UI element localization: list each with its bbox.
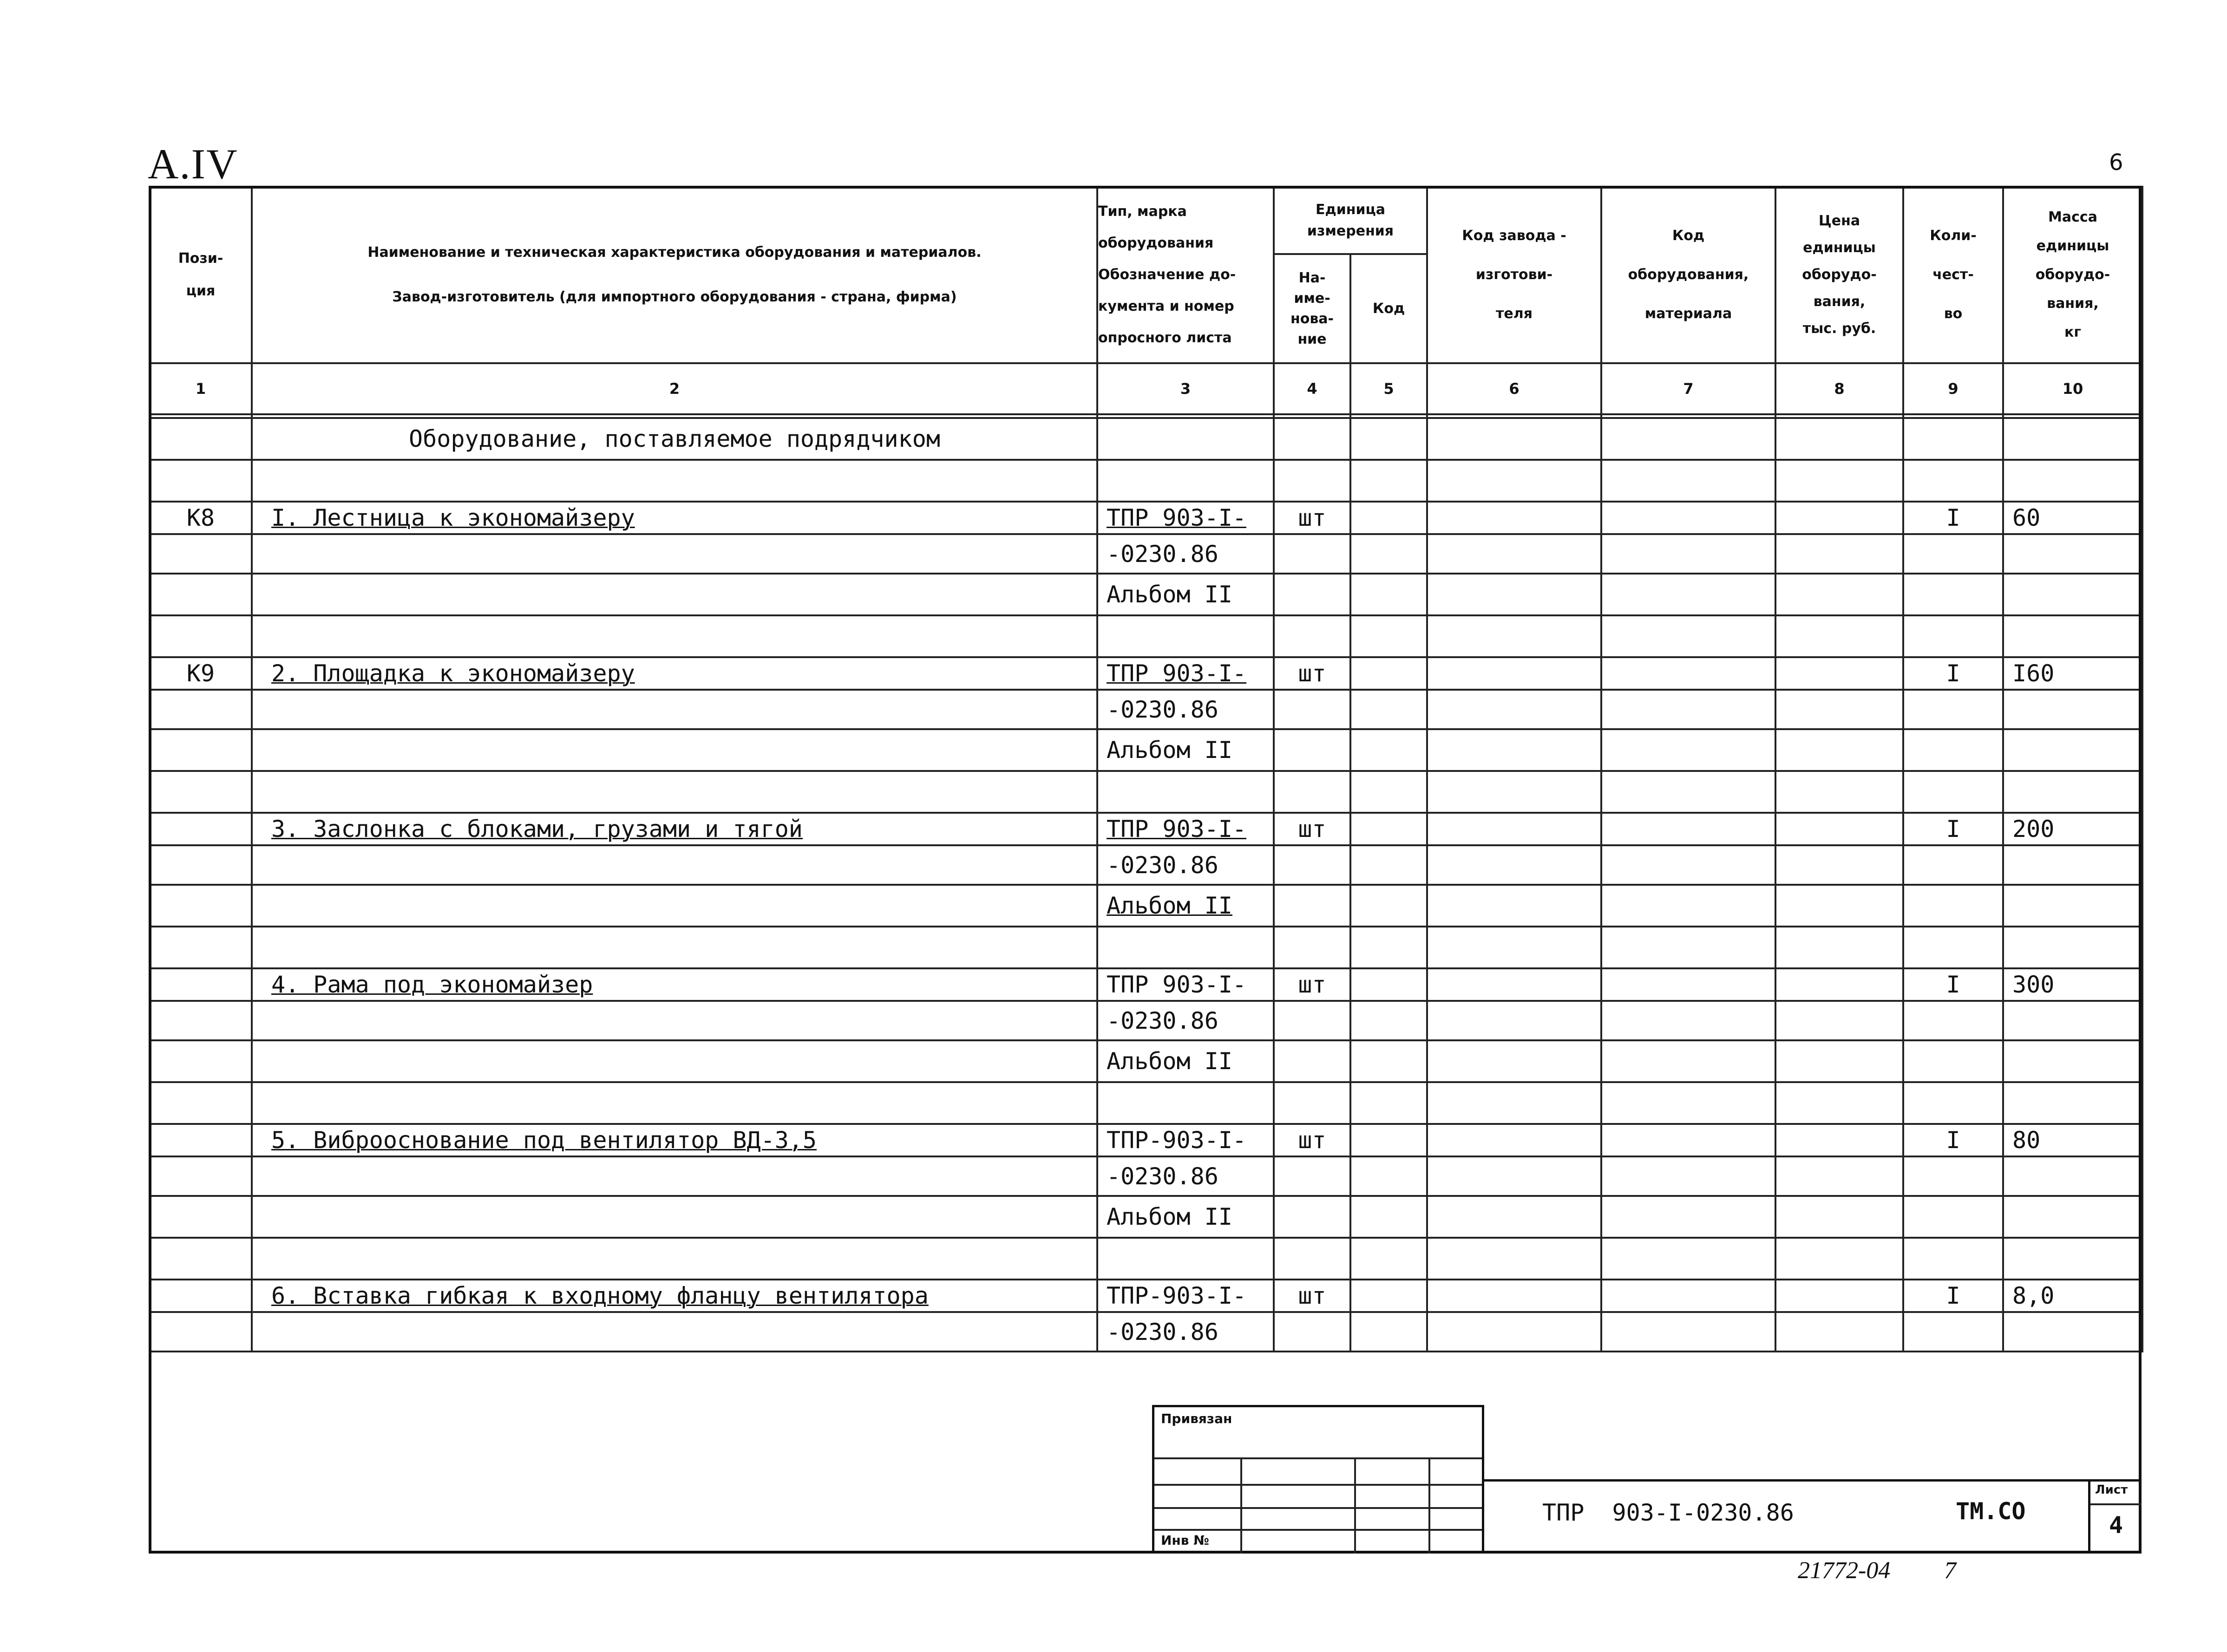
item-doc: ТПР 903-I-: [1097, 502, 1274, 534]
item-doc-number: -0230.86: [1097, 690, 1274, 729]
item-quantity: I: [1903, 1280, 2003, 1312]
item-album: Альбом II: [1097, 885, 1274, 927]
item-name: 5. Виброоснование под вентилятор ВД-3,5: [252, 1124, 1097, 1156]
inv-label: Инв №: [1161, 1533, 1209, 1548]
item-doc-number: -0230.86: [1097, 1156, 1274, 1196]
privyazan-divider: [1154, 1484, 1482, 1486]
item-album: Альбом II: [1097, 574, 1274, 615]
item-name: 6. Вставка гибкая к входному фланцу вентилятора: [252, 1280, 1097, 1312]
item-position: К9: [150, 657, 252, 690]
footer-page: 7: [1944, 1557, 1956, 1584]
privyazan-vline: [1428, 1457, 1430, 1554]
page-number: 6: [2109, 150, 2123, 176]
col-num: 1: [150, 363, 252, 414]
header-quantity: Коли- чест- во: [1903, 187, 2003, 363]
privyazan-divider: [1154, 1507, 1482, 1509]
col-num: 6: [1427, 363, 1601, 414]
item-doc-number: -0230.86: [1097, 1001, 1274, 1040]
col-num: 3: [1097, 363, 1274, 414]
item-doc: ТПР 903-I-: [1097, 657, 1274, 690]
item-album: Альбом II: [1097, 1040, 1274, 1082]
privyazan-vline: [1354, 1457, 1356, 1554]
privyazan-label: Привязан: [1161, 1411, 1232, 1426]
item-position: К8: [150, 502, 252, 534]
item-name: I. Лестница к экономайзеру: [252, 502, 1097, 534]
document-code: ТМ.СО: [1956, 1498, 2026, 1525]
privyazan-vline: [1240, 1457, 1242, 1554]
header-equipment-code: Код оборудования, материала: [1601, 187, 1775, 363]
archive-number: 21772-04: [1798, 1557, 1891, 1584]
header-unit-group: Единица измерения: [1274, 187, 1427, 254]
item-album: Альбом II: [1097, 1196, 1274, 1238]
item-unit: шт: [1274, 813, 1350, 845]
item-mass: 8,0: [2003, 1280, 2142, 1312]
item-quantity: I: [1903, 968, 2003, 1001]
sheet-label: Лист: [2095, 1483, 2128, 1497]
item-doc: ТПР-903-I-: [1097, 1280, 1274, 1312]
col-num: 10: [2003, 363, 2142, 414]
item-mass: I60: [2003, 657, 2142, 690]
header-mass: Масса единицы оборудо- вания, кг: [2003, 187, 2142, 363]
header-unit-name: На- име- нова- ние: [1274, 254, 1350, 363]
item-doc-number: -0230.86: [1097, 534, 1274, 574]
item-quantity: I: [1903, 657, 2003, 690]
item-mass: 300: [2003, 968, 2142, 1001]
sheet-frame: [149, 186, 2142, 1554]
item-doc: ТПР 903-I-: [1097, 813, 1274, 845]
privyazan-divider: [1154, 1529, 1482, 1531]
item-name: 3. Заслонка с блоками, грузами и тягой: [252, 813, 1097, 845]
privyazan-divider: [1154, 1457, 1482, 1459]
item-doc-number: -0230.86: [1097, 845, 1274, 885]
item-album: Альбом II: [1097, 729, 1274, 771]
item-unit: шт: [1274, 657, 1350, 690]
item-mass: 200: [2003, 813, 2142, 845]
item-unit: шт: [1274, 502, 1350, 534]
col-num: 2: [252, 363, 1097, 414]
item-mass: 80: [2003, 1124, 2142, 1156]
header-name-line1: Наименование и техническая характеристика оборудования и материалов.: [367, 244, 982, 261]
item-doc: ТПР 903-I-: [1097, 968, 1274, 1001]
item-doc: ТПР-903-I-: [1097, 1124, 1274, 1156]
document-designation: ТПР 903-I-0230.86: [1542, 1499, 1794, 1526]
header-unit-code: Код: [1350, 254, 1427, 363]
item-unit: шт: [1274, 1280, 1350, 1312]
col-num: 4: [1274, 363, 1350, 414]
item-name: 2. Площадка к экономайзеру: [252, 657, 1097, 690]
header-price: Цена единицы оборудо- вания, тыс. руб.: [1775, 187, 1903, 363]
sheet-mark: A.IV: [148, 140, 238, 188]
item-unit: шт: [1274, 1124, 1350, 1156]
header-type: Тип, марка оборудования Обозначение до- кумента и номер опросного листа: [1097, 187, 1274, 363]
item-quantity: I: [1903, 813, 2003, 845]
item-quantity: I: [1903, 1124, 2003, 1156]
item-mass: 60: [2003, 502, 2142, 534]
header-factory-code: Код завода - изготови- теля: [1427, 187, 1601, 363]
col-num: 9: [1903, 363, 2003, 414]
sheet-number-box: [2088, 1479, 2142, 1554]
header-name-line2: Завод-изготовитель (для импортного оборудования - страна, фирма): [392, 289, 957, 305]
item-doc-number: -0230.86: [1097, 1312, 1274, 1352]
header-position: Пози- ция: [150, 187, 252, 363]
section-title: Оборудование, поставляемое подрядчиком: [252, 418, 1097, 460]
privyazan-box: [1152, 1405, 1484, 1554]
col-num: 8: [1775, 363, 1903, 414]
sheet-number: 4: [2109, 1512, 2123, 1539]
item-unit: шт: [1274, 968, 1350, 1001]
item-name: 4. Рама под экономайзер: [252, 968, 1097, 1001]
item-quantity: I: [1903, 502, 2003, 534]
col-num: 5: [1350, 363, 1427, 414]
col-num: 7: [1601, 363, 1775, 414]
sheet-label-divider: [2090, 1503, 2142, 1505]
